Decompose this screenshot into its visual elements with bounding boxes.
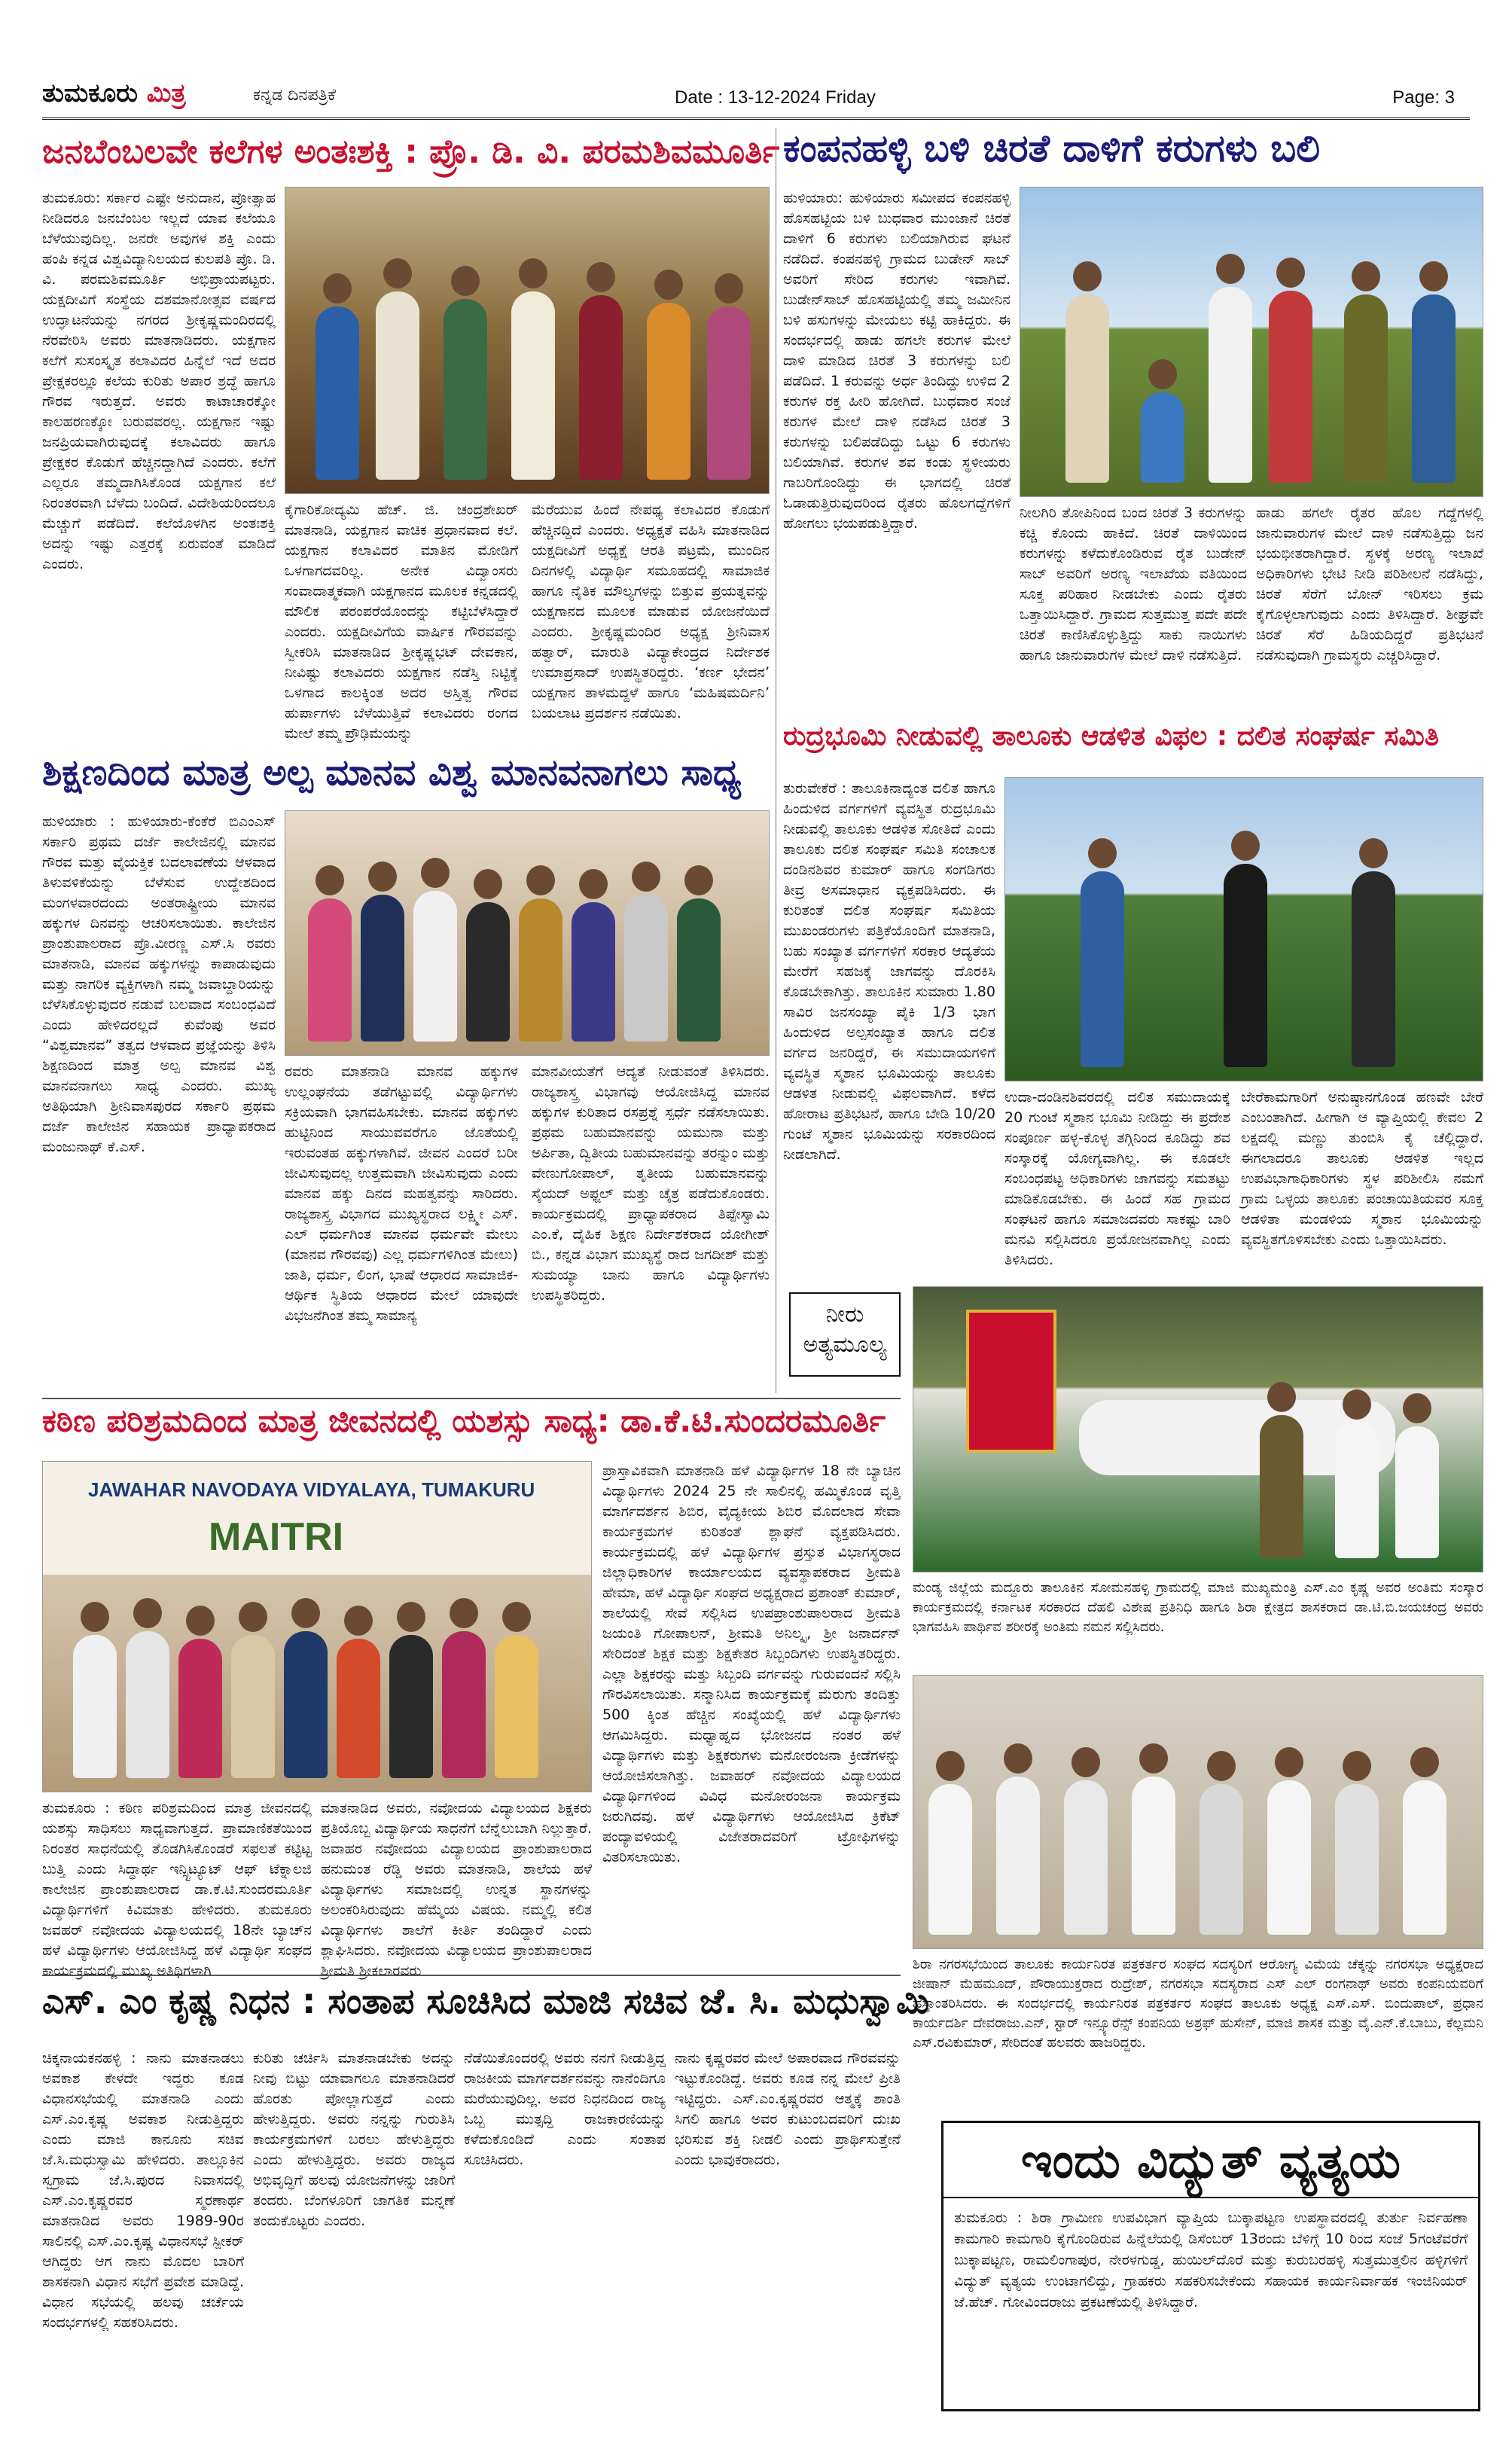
story4-col3: ಬೇರೆಕಾಮಗಾರಿಗೆ ಅನುಷ್ಠಾನಗೊಂಡ ಹಣವೇ ಬೇರೆ ಎಂಬಂತಾಗಿದೆ. ಹೀಗಾಗಿ ಆ ವ್ಯಾಪ್ತಿಯಲ್ಲಿ ಕೇವಲ 2 ಲಕ್ಷದಲ್ಲಿ ಮಣ್ಣು ತುಂಬಿಸಿ ಕೈ ಚೆಲ್ಲಿದ್ದಾರೆ. ಈಗಲಾದರೂ ತಾಲೂಕು ಆಡಳಿತ ಇಲ್ಲದ ಉಪವಿಭಾಗಾಧಿಕಾರಿಗಳು ಸ್ಥಳ ಪರಿಶೀಲಿಸಿ ನಮಗೆ ಗ್ರಾಮ ಒಳ್ಳಯ ತಾಲೂಕು ಪಂಚಾಯಿತಿಯವರ ಸೂಕ್ತ ಆಡಳಿತಾ ಮಂಡಳಿಯ ಸ್ಮಶಾನ ಭೂಮಿಯನ್ನು ವ್ಯವಸ್ಥಿತಗೊಳಿಸಬೇಕು ಎಂದು ಒತ್ತಾಯಿಸಿದರು.: [1241, 1089, 1483, 1248]
story1-col3: ಮೆರೆಯುವ ಹಿಂದೆ ನೇಪಥ್ಯ ಕಲಾವಿದರ ಕೊಡುಗೆ ಹೆಚ್ಚಿನದ್ದಿದೆ ಎಂದರು. ಅಧ್ಯಕ್ಷತೆ ವಹಿಸಿ ಮಾತನಾಡಿದ ಯಕ್ಷದೀವಿಗೆ ಅಧ್ಯಕ್ಷೆ ಆರತಿ ಪಟ್ರಮೆ, ಮುಂದಿನ ದಿನಗಳಲ್ಲಿ ವಿದ್ಯಾರ್ಥಿ ಸಮೂಹದಲ್ಲಿ ಸಾಮಾಜಿಕ ಹಾಗೂ ನೈತಿಕ ಮೌಲ್ಯಗಳನ್ನು ಬಿತ್ತುವ ಪ್ರಯತ್ನವನ್ನು ಯಕ್ಷಗಾನದ ಮೂಲಕ ಮಾಡುವ ಯೋಜನೆಯಿದೆ ಎಂದರು. ಶ್ರೀಕೃಷ್ಣಮಂದಿರ ಅಧ್ಯಕ್ಷ ಶ್ರೀನಿವಾಸ ಹತ್ವಾರ್, ಮಾರುತಿ ವಿದ್ಯಾಕೇಂದ್ರದ ನಿರ್ದೇಶಕ ಉಮಾಪ್ರಸಾದ್ ಉಪಸ್ಥಿತರಿದ್ದರು. ‘ಕರ್ಣ ಭೇದನ’ ಯಕ್ಷಗಾನ ತಾಳಮದ್ದಳೆ ಹಾಗೂ ‘ಮಹಿಷಮರ್ದಿನಿ’ ಬಯಲಾಟ ಪ್ರದರ್ಶನ ನಡೆಯಿತು.: [532, 502, 770, 721]
story5-col1: ತುಮಕೂರು : ಕಠಿಣ ಪರಿಶ್ರಮದಿಂದ ಮಾತ್ರ ಜೀವನದಲ್ಲಿ ಯಶಸ್ಸು ಸಾಧಿಸಲು ಸಾಧ್ಯವಾಗುತ್ತದೆ. ಪ್ರಾಮಾಣಿಕತೆಯಿಂದ ನಿರಂತರ ಸಾಧನೆಯಲ್ಲಿ ತೊಡಗಿಸಿಕೊಂಡರೆ ಸಫಲತೆ ಕಟ್ಟಿಟ್ಟ ಬುತ್ತಿ ಎಂದು ಸಿದ್ಧಾರ್ಥ ಇನ್ಸ್ಟಿಟ್ಯೂಟ್ ಆಫ್ ಟೆಕ್ನಾಲಜಿ ಕಾಲೇಜಿನ ಪ್ರಾಂಶುಪಾಲರಾದ ಡಾ.ಕೆ.ಟಿ.ಸುಂದರಮೂರ್ತಿ ವಿದ್ಯಾರ್ಥಿಗಳಿಗೆ ಕಿವಿಮಾತು ಹೇಳಿದರು. ತುಮಕೂರು ಜವಹರ್ ನವೋದಯ ವಿದ್ಯಾಲಯದಲ್ಲಿ 18ನೇ ಬ್ಯಾಚ್‌ನ ಹಳೆ ವಿದ್ಯಾರ್ಥಿಗಳು ಆಯೋಜಿಸಿದ್ದ ಹಳೆ ವಿದ್ಯಾರ್ಥಿ ಸಂಘದ ಕಾರ್ಯಕ್ರಮದಲ್ಲಿ ಮುಖ್ಯ ಅತಿಥಿಗಳಾಗಿ: [42, 1800, 312, 1979]
story3-photo: [285, 810, 770, 1056]
story2-col1: ಹುಳಿಯಾರು: ಹುಳಿಯಾರು ಸಮೀಪದ ಕಂಪನಹಳ್ಳಿ ಹೊಸಹಟ್ಟಿಯ ಬಳಿ ಬುಧವಾರ ಮುಂಜಾನೆ ಚಿರತೆ ದಾಳಿಗೆ 6 ಕರುಗಳು ಬಲಿಯಾಗಿರುವ ಘಟನೆ ನಡೆದಿದೆ. ಕಂಪನಹಳ್ಳಿ ಗ್ರಾಮದ ಬುಡೇನ್ ಸಾಬ್ ಅವರಿಗೆ ಸೇರಿದ ಕರುಗಳು ಇವಾಗಿವೆ. ಬುಡೇನ್‌ಸಾಬ್ ಹೊಸಹಟ್ಟಿಯಲ್ಲಿ ತಮ್ಮ ಜಮೀನಿನ ಬಳಿ ಹಸುಗಳನ್ನು ಮೇಯಲು ಕಟ್ಟಿ ಹಾಕಿದ್ದರು. ಈ ಸಂದರ್ಭದಲ್ಲಿ ಹಾಡು ಹಗಲೇ ಕರುಗಳ ಮೇಲೆ ದಾಳಿ ಮಾಡಿದ ಚಿರತೆ 3 ಕರುಗಳನ್ನು ಬಲಿ ಪಡೆದಿದೆ. 1 ಕರುವನ್ನು ಅರ್ಧ ತಿಂದಿದ್ದು ಉಳಿದ 2 ಕರುಗಳ ರಕ್ತ ಹೀರಿ ಹೋಗಿದೆ. ಬುಧವಾರ ಸಂಜೆ ಕರುಗಳ ಮೇಲೆ ದಾಳಿ ನಡೆಸಿದ ಚಿರತೆ 3 ಕರುಗಳನ್ನು ಬಲಿಪಡೆದಿದ್ದು ಒಟ್ಟು 6 ಕರುಗಳು ಬಲಿಯಾಗಿವೆ. ಕರುಗಳ ಶವ ಕಂಡು ಸ್ಥಳೀಯರು ಗಾಬರಿಗೊಂಡಿದ್ದು ಈ ಭಾಗದಲ್ಲಿ ಚಿರತೆ ಓಡಾಡುತ್ತಿರುವುದರಿಂದ ರೈತರು ಹೊಲಗದ್ದೆಗಳಿಗೆ ಹೋಗಲು ಭಯಪಡುತ್ತಿದ್ದಾರೆ.: [783, 190, 1011, 532]
power-cut-title: ಇಂದು ವಿದ್ಯುತ್ ವ್ಯತ್ಯಯ: [943, 2123, 1478, 2198]
newspaper-subtitle: ಕನ್ನಡ ದಿನಪತ್ರಿಕೆ: [253, 86, 337, 105]
masthead: [27, 14, 1485, 127]
story4-col2: ಉದಾ-ದಂಡಿನಶಿವರದಲ್ಲಿ ದಲಿತ ಸಮುದಾಯಕ್ಕೆ 20 ಗುಂಟೆ ಸ್ಮಶಾನ ಭೂಮಿ ನೀಡಿದ್ದು ಈ ಪ್ರದೇಶ ಸಂಪೂರ್ಣ ಹಳ್ಳ-ಕೊಳ್ಳ ತಗ್ಗಿನಿಂದ ಕೂಡಿದ್ದು ಶವ ಸಂಸ್ಕಾರಕ್ಕೆ ಯೋಗ್ಯವಾಗಿಲ್ಲ. ಈ ಕೂಡಲೇ ಸಂಬಂಧಪಟ್ಟ ಅಧಿಕಾರಿಗಳು ಜಾಗವನ್ನು ಸಮತಟ್ಟು ಮಾಡಿಕೊಡಬೇಕು. ಈ ಹಿಂದೆ ಸಹ ಗ್ರಾಮದ ಸಂಘಟನೆ ಹಾಗೂ ಸಮಾಜದವರು ಸಾಕಷ್ಟು ಬಾರಿ ಮನವಿ ಸಲ್ಲಿಸಿದರೂ ಪ್ರಯೋಜನವಾಗಿಲ್ಲ ಎಂದು ತಿಳಿಸಿದರು.: [1004, 1089, 1230, 1268]
masthead-rule: [42, 117, 1470, 120]
story2-col2: ನೀಲಗಿರಿ ತೋಪಿನಿಂದ ಬಂದ ಚಿರತೆ 3 ಕರುಗಳನ್ನು ಕಚ್ಚಿ ಕೊಂದು ಹಾಕಿದೆ. ಚಿರತೆ ದಾಳಿಯಿಂದ ಕರುಗಳನ್ನು ಕಳೆದುಕೊಂಡಿರುವ ರೈತ ಬುಡೇನ್ ಸಾಬ್ ಅವರಿಗೆ ಅರಣ್ಯ ಇಲಾಖೆಯ ವತಿಯಿಂದ ಸೂಕ್ತ ಪರಿಹಾರ ನೀಡಬೇಕು ಎಂದು ರೈತರು ಒತ್ತಾಯಿಸಿದ್ದಾರೆ. ಗ್ರಾಮದ ಸುತ್ತಮುತ್ತ ಪದೇ ಪದೇ ಚಿರತೆ ಕಾಣಿಸಿಕೊಳ್ಳುತ್ತಿದ್ದು ಸಾಕು ನಾಯಿಗಳು ಹಾಗೂ ಜಾನುವಾರುಗಳ ಮೇಲೆ ದಾಳಿ ನಡೆಸುತ್ತಿದೆ.: [1020, 505, 1247, 663]
insurance-caption: ಶಿರಾ ನಗರಸಭೆಯಿಂದ ತಾಲೂಕು ಕಾರ್ಯನಿರತ ಪತ್ರಕರ್ತರ ಸಂಘದ ಸದಸ್ಯರಿಗೆ ಆರೋಗ್ಯ ವಿಮೆಯ ಚೆಕ್ಕನ್ನು ನಗರಸಭಾ ಅಧ್ಯಕ್ಷರಾದ ಜೀಷಾನ್ ಮೆಹಮೂದ್, ಪೌರಾಯುಕ್ತರಾದ ರುದ್ರೇಶ್, ನಗರಸಭಾ ಸದಸ್ಯರಾದ ಎಸ್ ಎಲ್ ರಂಗನಾಥ್ ಅವರು ಕಂಪನಿಯವರಿಗೆ ಹಸ್ತಾಂತರಿಸಿದರು. ಈ ಸಂದರ್ಭದಲ್ಲಿ ಕಾರ್ಯನಿರತ ಪತ್ರಕರ್ತರ ಸಂಘದ ತಾಲೂಕು ಅಧ್ಯಕ್ಷ ಎಸ್.ಎಸ್. ಬಿಂದುಪಾಲ್, ಪ್ರಧಾನ ಕಾರ್ಯದರ್ಶಿ ದೇವರಾಜು.ಎನ್, ಸ್ಟಾರ್ ಇನ್ಸ್ಯೂರೆನ್ಸ್ ಕಂಪನಿಯ ಅಶ್ರಫ್ ಹುಸೇನ್, ಮಾಜಿ ಶಾಸಕ ಮತ್ತು ವೈ.ಎನ್.ಕೆ.ಬಾಬು, ಕೆಲ್ಲಮನಿ ಎಸ್.ರವಿಕುಮಾರ್, ಸೇರಿದಂತೆ ಹಲವರು ಹಾಜರಿದ್ದರು.: [913, 1957, 1483, 2051]
insurance-cheque-photo: [913, 1675, 1483, 1949]
story6-col3: ನೆಡೆಯಿತೊಂದರಲ್ಲಿ ಅವರು ನನಗೆ ನೀಡುತ್ತಿದ್ದ ರಾಜಕೀಯ ಮಾರ್ಗದರ್ಶನವನ್ನು ನಾನೆಂದಿಗೂ ಮರೆಯುವುದಿಲ್ಲ. ಅವರ ನಿಧನದಿಂದ ರಾಜ್ಯ ಒಬ್ಬ ಮುತ್ಸದ್ದಿ ರಾಜಕಾರಣಿಯನ್ನು ಕಳೆದುಕೊಂಡಿದೆ ಎಂದು ಸಂತಾಪ ಸೂಚಿಸಿದರು.: [464, 2050, 666, 2168]
story1-col2: ಕೈಗಾರಿಕೋದ್ಯಮಿ ಹೆಚ್. ಜಿ. ಚಂದ್ರಶೇಖರ್ ಮಾತನಾಡಿ, ಯಕ್ಷಗಾನ ವಾಚಿಕ ಪ್ರಧಾನವಾದ ಕಲೆ. ಯಕ್ಷಗಾನ ಕಲಾವಿದರ ಮಾತಿನ ಮೋಡಿಗೆ ಒಳಗಾಗದವರಿಲ್ಲ. ಅನೇಕ ವಿದ್ವಾಂಸರು ಸಂವಾದಾತ್ಮಕವಾಗಿ ಯಕ್ಷಗಾನದ ಮೂಲಕ ಕನ್ನಡದಲ್ಲಿ ಮೌಲಿಕ ಪರಂಪರೆಯೊಂದನ್ನು ಕಟ್ಟಿಬೆಳೆಸಿದ್ದಾರೆ ಎಂದರು. ಯಕ್ಷದೀವಿಗೆಯ ವಾರ್ಷಿಕ ಗೌರವವನ್ನು ಸ್ವೀಕರಿಸಿ ಮಾತನಾಡಿದ ಶ್ರೀಕೃಷ್ಣಭಟ್ ದೇವಕಾನ, ನೀವಿಷ್ಟು ಕಲಾವಿದರು ಯಕ್ಷಗಾನ ನಡೆಸ್ತಿ ನಿಟ್ಟಿಕ್ಕೆ ಒಳಗಾದ ಕಾಲಕ್ಕಿಂತ ಅದರ ಅಸ್ತಿತ್ವ ಗೌರವ ಹುರ್ಪಾಗಳು ಬೆಳೆಯುತ್ತಿವೆ ಕಲಾವಿದರು ರಂಗದ ಮೇಲೆ ತಮ್ಮ ಪ್ರೌಢಿಮೆಯನ್ನು: [285, 502, 518, 742]
issue-date: Date : 13-12-2024 Friday: [675, 87, 876, 108]
story5-headline: ಕಠಿಣ ಪರಿಶ್ರಮದಿಂದ ಮಾತ್ರ ಜೀವನದಲ್ಲಿ ಯಶಸ್ಸು ಸಾಧ್ಯ: ಡಾ.ಕೆ.ಟಿ.ಸುಂದರಮೂರ್ತಿ: [42, 1402, 886, 1439]
story1-headline: ಜನಬೆಂಬಲವೇ ಕಲೆಗಳ ಅಂತಃಶಕ್ತಿ : ಪ್ರೊ. ಡಿ. ವಿ. ಪರಮಶಿವಮೂರ್ತಿ: [42, 133, 780, 171]
page-number: Page: 3: [1392, 87, 1455, 108]
story3-col1: ಹುಳಿಯಾರು : ಹುಳಿಯಾರು-ಕೆಂಕೆರೆ ಬಿಎಂಎಸ್ ಸರ್ಕಾರಿ ಪ್ರಥಮ ದರ್ಜೆ ಕಾಲೇಜಿನಲ್ಲಿ ಮಾನವ ಗೌರವ ಮತ್ತು ವೈಯಕ್ತಿಕ ಬದಲಾವಣೆಯ ಆಳವಾದ ತಿಳುವಳಿಕೆಯನ್ನು ಬೆಳೆಸುವ ಉದ್ದೇಶದಿಂದ ಮಂಗಳವಾರದಂದು ಅಂತರಾಷ್ಟ್ರೀಯ ಮಾನವ ಹಕ್ಕುಗಳ ದಿನವನ್ನು ಆಚರಿಸಲಾಯಿತು. ಕಾಲೇಜಿನ ಪ್ರಾಂಶುಪಾಲರಾದ ಪ್ರೊ.ವೀರಣ್ಣ ಎಸ್.ಸಿ ರವರು ಮಾತನಾಡಿ, ಮಾನವ ಹಕ್ಕುಗಳನ್ನು ಕಾಪಾಡುವುದು ಮತ್ತು ನಾಗರಿಕ ವ್ಯಕ್ತಿಗಳಾಗಿ ನಮ್ಮ ಜವಾಬ್ದಾರಿಯನ್ನು ಬೆಳೆಸಿಕೊಳ್ಳುವುದರ ನಡುವೆ ಬಲವಾದ ಸಂಬಂಧವಿದೆ ಎಂದು ಹೇಳಿದರಲ್ಲದೆ ಕುವೆಂಪು ಅವರ “ವಿಶ್ವಮಾನವ” ತತ್ವದ ಆಳವಾದ ಪ್ರಜ್ಞೆಯನ್ನು ತಿಳಿಸಿ ಶಿಕ್ಷಣದಿಂದ ಮಾತ್ರ ಅಲ್ಪ ಮಾನವ ವಿಶ್ವ ಮಾನವನಾಗಲು ಸಾಧ್ಯ ಎಂದರು. ಮುಖ್ಯ ಅತಿಥಿಯಾಗಿ ಶ್ರೀನಿವಾಸಪುರದ ಸರ್ಕಾರಿ ಪ್ರಥಮ ದರ್ಜೆ ಕಾಲೇಜಿನ ಸಹಾಯಕ ಪ್ರಾಧ್ಯಾಪಕರಾದ ಮಂಜುನಾಥ್ ಕೆ.ಎಸ್.: [42, 813, 276, 1155]
sidebar-line2: ಅತ್ಯಮೂಲ್ಯ: [803, 1331, 887, 1358]
story5-photo: [42, 1461, 592, 1792]
section-divider: [42, 1398, 901, 1399]
photo-banner-maitri: MAITRI: [209, 1515, 344, 1559]
story6-col2: ಕುರಿತು ಚರ್ಚಿಸಿ ಮಾತನಾಡಬೇಕು ಅದನ್ನು ನೀವು ಬಿಟ್ಟು ಯಾವಾಗಲೂ ಮಾತನಾಡಿದರೆ ಹೊರತು ಪೋಲ್ಲಾಗುತ್ತದೆ ಎಂದು ಹೇಳುತ್ತಿದ್ದರು. ಅವರು ನನ್ನನ್ನು ಗುರುತಿಸಿ ಕಾರ್ಯಕ್ರಮಗಳಿಗೆ ಬರಲು ಹೇಳುತ್ತಿದ್ದರು ಎಂದು ಹೇಳುತ್ತಿದ್ದರು. ಅವರು ರಾಜ್ಯದ ಅಭಿವೃದ್ಧಿಗೆ ಹಲವು ಯೋಜನೆಗಳನ್ನು ಜಾರಿಗೆ ತಂದರು. ಬೆಂಗಳೂರಿಗೆ ಜಾಗತಿಕ ಮನ್ನಣೆ ತಂದುಕೊಟ್ಟರು ಎಂದರು.: [253, 2050, 455, 2229]
story1-photo: [285, 187, 770, 494]
water-sidebar-box: [789, 1292, 901, 1377]
story5-col3: ಪ್ರಾಸ್ತಾವಿಕವಾಗಿ ಮಾತನಾಡಿ ಹಳೆ ವಿದ್ಯಾರ್ಥಿಗಳ 18 ನೇ ಬ್ಯಾಚಿನ ವಿದ್ಯಾರ್ಥಿಗಳು 2024 25 ನೇ ಸಾಲಿನಲ್ಲಿ ಹಮ್ಮಿಕೊಂಡ ವೃತ್ತಿ ಮಾರ್ಗದರ್ಶನ ಶಿಬಿರ, ವೈದ್ಯಕೀಯ ಶಿಬಿರ ಮೊದಲಾದ ಸೇವಾ ಕಾರ್ಯಕ್ರಮಗಳ ಕುರಿತಂತೆ ಶ್ಲಾಘನೆ ವ್ಯಕ್ತಪಡಿಸಿದರು. ಕಾರ್ಯಕ್ರಮದಲ್ಲಿ ಹಳೆ ವಿದ್ಯಾರ್ಥಿಗಳ ಪ್ರಸ್ತುತ ವಿಭಾಗಸ್ಥರಾದ ಜಿಲ್ಲಾಧಿಕಾರಿಗಳ ಕಾರ್ಯಾಲಯದ ವ್ಯವಸ್ಥಾಪಕರಾದ ಶ್ರೀಮತಿ ಹೇಮಾ, ಹಳೆ ವಿದ್ಯಾರ್ಥಿ ಸಂಘದ ಅಧ್ಯಕ್ಷರಾದ ಪ್ರಶಾಂತ್ ಕುಮಾರ್, ಶಾಲೆಯಲ್ಲಿ ಸೇವೆ ಸಲ್ಲಿಸಿದ ಉಪಪ್ರಾಂಶುಪಾಲರಾದ ಶ್ರೀಮತಿ ಜಯಂತಿ ಗೋಪಾಲನ್, ಶ್ರೀಮತಿ ಅನಿಲ್ಕೃ, ಶ್ರೀ ಜನಾರ್ದನ್ ಸೇರಿದಂತೆ ಶಿಕ್ಷಕ ಮತ್ತು ಶಿಕ್ಷಕೇತರ ಸಿಬ್ಬಂದಿಗಳು ಉಪಸ್ಥಿತರಿದ್ದರು. ಎಲ್ಲಾ ಶಿಕ್ಷಕರನ್ನು ಮತ್ತು ಸಿಬ್ಬಂದಿ ವರ್ಗವನ್ನು ಗುರುವಂದನೆ ಸಲ್ಲಿಸಿ ಗೌರವಿಸಲಾಯಿತು. ಸನ್ಮಾನಿಸಿದ ಕಾರ್ಯಕ್ರಮಕ್ಕೆ ಮೆರುಗು ತಂದಿತ್ತು 500 ಕ್ಕಿಂತ ಹೆಚ್ಚಿನ ಸಂಖ್ಯೆಯಲ್ಲಿ ಹಳೆ ವಿದ್ಯಾರ್ಥಿಗಳು ಆಗಮಿಸಿದ್ದರು. ಮಧ್ಯಾಹ್ನದ ಭೋಜನದ ನಂತರ ಹಳೆ ವಿದ್ಯಾರ್ಥಿಗಳು ಮತ್ತು ಶಿಕ್ಷಕರುಗಳು ಮನೋರಂಜನಾ ಕ್ರೀಡೆಗಳನ್ನು ಆಯೋಜಿಸಲಾಗಿತ್ತು. ಜವಾಹರ್ ನವೋದಯ ವಿದ್ಯಾಲಯದ ವಿದ್ಯಾರ್ಥಿಗಳಿಂದ ವಿವಿಧ ಮನೋರಂಜನಾ ಕಾರ್ಯಕ್ರಮ ಜರುಗಿದವು. ಹಳೆ ವಿದ್ಯಾರ್ಥಿಗಳು ಆಯೋಜಿಸಿದ ಕ್ರಿಕೆಟ್ ಪಂದ್ಯಾವಳಿಯಲ್ಲಿ ವಿಜೇತರಾದವರಿಗೆ ಟ್ರೋಫಿಗಳನ್ನು ವಿತರಿಸಲಾಯಿತು.: [602, 1463, 901, 1865]
story4-photo: [1004, 777, 1483, 1081]
story3-headline: ಶಿಕ್ಷಣದಿಂದ ಮಾತ್ರ ಅಲ್ಪ ಮಾನವ ವಿಶ್ವ ಮಾನವನಾಗಲು ಸಾಧ್ಯ: [42, 752, 742, 794]
story2-photo: [1020, 187, 1483, 497]
newspaper-name: ತುಮಕೂರು ಮಿತ್ರ: [42, 78, 186, 108]
story4-headline: ರುದ್ರಭೂಮಿ ನೀಡುವಲ್ಲಿ ತಾಲೂಕು ಆಡಳಿತ ವಿಫಲ : ದಲಿತ ಸಂಘರ್ಷ ಸಮಿತಿ: [783, 721, 1439, 752]
funeral-photo: [913, 1286, 1483, 1572]
power-cut-notice: [941, 2121, 1480, 2411]
story5-col2: ಮಾತನಾಡಿದ ಅವರು, ನವೋದಯ ವಿದ್ಯಾಲಯದ ಶಿಕ್ಷಕರು ಪ್ರತಿಯೊಬ್ಬ ವಿದ್ಯಾರ್ಥಿಯ ಸಾಧನೆಗೆ ಬೆನ್ನೆಲುಬಾಗಿ ನಿಲ್ಲುತ್ತಾರೆ. ಜವಾಹರ ನವೋದಯ ವಿದ್ಯಾಲಯದ ಪ್ರಾಂಶುಪಾಲರಾದ ಹನುಮಂತ ರೆಡ್ಡಿ ಅವರು ಮಾತನಾಡಿ, ಶಾಲೆಯ ಹಳೆ ವಿದ್ಯಾರ್ಥಿಗಳು ಸಮಾಜದಲ್ಲಿ ಉನ್ನತ ಸ್ಥಾನಗಳನ್ನು ಅಲಂಕರಿಸಿರುವುದು ಹೆಮ್ಮೆಯ ವಿಷಯ. ನಮ್ಮಲ್ಲಿ ಕಲಿತ ವಿದ್ಯಾರ್ಥಿಗಳು ಶಾಲೆಗೆ ಕೀರ್ತಿ ತಂದಿದ್ದಾರೆ ಎಂದು ಶ್ಲಾಘಿಸಿದರು. ನವೋದಯ ವಿದ್ಯಾಲಯದ ಪ್ರಾಂಶುಪಾಲರಾದ ಶ್ರೀಮತಿ ಶ್ರೀಕಲಾರವರು: [321, 1800, 592, 1979]
story2-col3: ಹಾಡು ಹಗಲೇ ರೈತರ ಹೊಲ ಗದ್ದೆಗಳಲ್ಲಿ ಜಾನುವಾರುಗಳ ಮೇಲೆ ದಾಳಿ ನಡೆಸುತ್ತಿದ್ದು ಜನ ಭಯಭೀತರಾಗಿದ್ದಾರೆ. ಸ್ಥಳಕ್ಕೆ ಅರಣ್ಯ ಇಲಾಖೆ ಅಧಿಕಾರಿಗಳು ಭೇಟಿ ನೀಡಿ ಪರಿಶೀಲನೆ ನಡೆಸಿದ್ದು, ಚಿರತೆ ಸೆರೆಗೆ ಬೋನ್ ಇರಿಸಲು ಕ್ರಮ ಕೈಗೊಳ್ಳಲಾಗುವುದು ಎಂದು ತಿಳಿಸಿದ್ದಾರೆ. ಶೀಘ್ರವೇ ಚಿರತೆ ಸೆರೆ ಹಿಡಿಯದಿದ್ದರೆ ಪ್ರತಿಭಟನೆ ನಡೆಸುವುದಾಗಿ ಗ್ರಾಮಸ್ಥರು ಎಚ್ಚರಿಸಿದ್ದಾರೆ.: [1256, 505, 1483, 663]
story3-col3: ಮಾನವೀಯತೆಗೆ ಆದ್ಯತೆ ನೀಡುವಂತೆ ತಿಳಿಸಿದರು. ರಾಜ್ಯಶಾಸ್ತ್ರ ವಿಭಾಗವು ಆಯೋಜಿಸಿದ್ದ ಮಾನವ ಹಕ್ಕುಗಳ ಕುರಿತಾದ ರಸಪ್ರಶ್ನೆ ಸ್ಪರ್ಧೆ ನಡೆಸಲಾಯಿತು. ಪ್ರಥಮ ಬಹುಮಾನವನ್ನು ಯಮುನಾ ಮತ್ತು ಅರ್ಪಿತಾ, ದ್ವಿತೀಯ ಬಹುಮಾನವನ್ನು ತರನ್ನುಂ ಮತ್ತು ವೇಣುಗೋಪಾಲ್, ತೃತೀಯ ಬಹುಮಾನವನ್ನು ಸೈಯದ್ ಅಫ್ಜಲ್ ಮತ್ತು ಚೈತ್ರ ಪಡೆದುಕೊಂಡರು. ಕಾರ್ಯಕ್ರಮದಲ್ಲಿ ಪ್ರಾಧ್ಯಾಪಕರಾದ ತಿಪ್ಪೇಸ್ವಾಮಿ ಎಂ.ಕೆ, ದೈಹಿಕ ಶಿಕ್ಷಣ ನಿರ್ದೇಶಕರಾದ ಯೋಗೀಶ್ ಬಿ., ಕನ್ನಡ ವಿಭಾಗ ಮುಖ್ಯಸ್ಥೆ ರಾದ ಜಗದೀಶ್ ಮತ್ತು ಸುಮಯ್ಯಾ ಬಾನು ಹಾಗೂ ವಿದ್ಯಾರ್ಥಿಗಳು ಉಪಸ್ಥಿತರಿದ್ದರು.: [532, 1063, 770, 1304]
story4-col1: ತುರುವೇಕೆರೆ : ತಾಲೂಕಿನಾದ್ಯಂತ ದಲಿತ ಹಾಗೂ ಹಿಂದುಳಿದ ವರ್ಗಗಳಿಗೆ ವ್ಯವಸ್ಥಿತ ರುದ್ರಭೂಮಿ ನೀಡುವಲ್ಲಿ ತಾಲೂಕು ಆಡಳಿತ ಸೋತಿದೆ ಎಂದು ತಾಲೂಕು ದಲಿತ ಸಂಘರ್ಷ ಸಮಿತಿ ಸಂಚಾಲಕ ದಂಡಿನಶಿವರ ಕುಮಾರ್ ಹಾಗೂ ಸಂಗಡಿಗರು ತೀವ್ರ ಅಸಮಾಧಾನ ವ್ಯಕ್ತಪಡಿಸಿದರು. ಈ ಕುರಿತಂತೆ ದಲಿತ ಸಂಘರ್ಷ ಸಮಿತಿಯ ಮುಖಂಡರುಗಳು ಪತ್ರಿಕೆಯೊಂದಿಗೆ ಮಾತನಾಡಿ, ಬಹು ಸಂಖ್ಯಾತ ವರ್ಗಗಳಿಗೆ ಸರಕಾರ ಆದ್ಯತೆಯ ಮೇರೆಗೆ ಸಹಜಕ್ಕೆ ಜಾಗವನ್ನು ದೊರಕಿಸಿ ಕೊಡಬೇಕಾಗಿತ್ತು. ತಾಲೂಕಿನ ಸುಮಾರು 1.80 ಸಾವಿರ ಜನಸಂಖ್ಯಾ ಪೈಕಿ 1/3 ಭಾಗ ಹಿಂದುಳಿದ ಅಲ್ಪಸಂಖ್ಯಾತ ಹಾಗೂ ದಲಿತ ವರ್ಗದ ಜನರಿದ್ದರೆ, ಈ ಸಮುದಾಯಗಳಿಗೆ ವ್ಯವಸ್ಥಿತ ಸ್ಮಶಾನ ಭೂಮಿಯನ್ನು ತಾಲೂಕು ಆಡಳಿತ ನೀಡುವಲ್ಲಿ ವಿಫಲವಾಗಿದೆ. ಕಳೆದ ಹೋರಾಟ ಪ್ರತಿಭಟನೆ, ಹಾಗೂ ಬೇಡಿ 10/20 ಗುಂಟೆ ಸ್ಮಶಾನ ಭೂಮಿಯನ್ನು ಸರಕಾರದಿಂದ ನೀಡಲಾಗಿದೆ.: [783, 780, 995, 1163]
power-cut-body: ತುಮಕೂರು : ಶಿರಾ ಗ್ರಾಮೀಣ ಉಪವಿಭಾಗ ವ್ಯಾಪ್ತಿಯ ಬುಕ್ಕಾಪಟ್ಟಣ ಉಪಸ್ಥಾವರದಲ್ಲಿ ತುರ್ತು ನಿರ್ವಹಣಾ ಕಾಮಗಾರಿ ಕಾಮಗಾರಿ ಕೈಗೊಂಡಿರುವ ಹಿನ್ನೆಲೆಯಲ್ಲಿ ಡಿಸೆಂಬರ್ 13ರಂದು ಬೆಳಿಗ್ಗೆ 10 ರಿಂದ ಸಂಜೆ 5ಗಂಟೆವರೆಗೆ ಬುಕ್ಕಾಪಟ್ಟಣ, ರಾಮಲಿಂಗಾಪುರ, ನೇರಳಗುಡ್ಡ, ಹುಯಿಲ್‌ದೊರೆ ಮತ್ತು ಕುರುಬರಹಳ್ಳಿ ಸುತ್ತಮುತ್ತಲಿನ ಹಳ್ಳಿಗಳಿಗೆ ವಿದ್ಯುತ್ ವ್ಯತ್ಯಯ ಉಂಟಾಗಲಿದ್ದು, ಗ್ರಾಹಕರು ಸಹಕರಿಸಬೇಕೆಂದು ಸಹಾಯಕ ಕಾರ್ಯನಿರ್ವಾಹಕ ಇಂಜಿನಿಯರ್ ಜೆ.ಹೆಚ್. ಗೋವಿಂದರಾಜು ಪ್ರಕಟಣೆಯಲ್ಲಿ ತಿಳಿಸಿದ್ದಾರೆ.: [954, 2210, 1468, 2310]
story2-headline: ಕಂಪನಹಳ್ಳಿ ಬಳಿ ಚಿರತೆ ದಾಳಿಗೆ ಕರುಗಳು ಬಲಿ: [783, 127, 1321, 170]
story1-col1: ತುಮಕೂರು: ಸರ್ಕಾರ ಎಷ್ಟೇ ಅನುದಾನ, ಪ್ರೋತ್ಸಾಹ ನೀಡಿದರೂ ಜನಬೆಂಬಲ ಇಲ್ಲದೆ ಯಾವ ಕಲೆಯೂ ಬೆಳೆಯುವುದಿಲ್ಲ. ಜನರೇ ಅವುಗಳ ಶಕ್ತಿ ಎಂದು ಹಂಪಿ ಕನ್ನಡ ವಿಶ್ವವಿದ್ಯಾನಿಲಯದ ಕುಲಪತಿ ಪ್ರೊ. ಡಿ. ವಿ. ಪರಮಶಿವಮೂರ್ತಿ ಅಭಿಪ್ರಾಯಪಟ್ಟರು. ಯಕ್ಷದೀವಿಗೆ ಸಂಸ್ಥೆಯ ದಶಮಾನೋತ್ಸವ ವರ್ಷದ ಉದ್ಘಾಟನೆಯನ್ನು ನಗರದ ಶ್ರೀಕೃಷ್ಣಮಂದಿರದಲ್ಲಿ ನೆರವೇರಿಸಿ ಅವರು ಮಾತನಾಡಿದರು. ಯಕ್ಷಗಾನ ಕಲೆಗೆ ಸುಸಂಸ್ಕೃತ ಕಲಾವಿದರ ಹಿನ್ನೆಲೆ ಇದೆ ಅದರ ಪ್ರೇಕ್ಷಕರಲ್ಲೂ ಕಲೆಯ ಕುರಿತು ಅಪಾರ ಶ್ರದ್ಧೆ ಹಾಗೂ ಗೌರವ ಇರುತ್ತದೆ. ಅವರು ಕಾಟಾಚಾರಕ್ಕೋ ಕಾಲಹರಣಕ್ಕೋ ಬರುವವರಲ್ಲ. ಯಕ್ಷಗಾನ ಇಷ್ಟು ಜನಪ್ರಿಯವಾಗಿರುವುದಕ್ಕೆ ಕಲಾವಿದರು ಹಾಗೂ ಪ್ರೇಕ್ಷಕರ ಕೊಡುಗೆ ಹೆಚ್ಚಿನದ್ದಾಗಿದೆ ಎಂದರು. ಕಲೆಗೆ ಎಲ್ಲರೂ ತಮ್ಮದಾಗಿಸಿಕೊಂಡ ಯಕ್ಷಗಾನ ಕಲೆ ನಿರಂತರವಾಗಿ ಬೆಳೆದು ಬಂದಿದೆ. ವಿದೇಶಿಯರಿಂದಲೂ ಮೆಚ್ಚುಗೆ ಪಡೆದಿದೆ. ಕಲೆಯೊಳಗಿನ ಅಂತಃಶಕ್ತಿ ಅದನ್ನು ಇಷ್ಟು ಎತ್ತರಕ್ಕೆ ಏರುವಂತೆ ಮಾಡಿದೆ ಎಂದರು.: [42, 190, 276, 572]
story3-col2: ರವರು ಮಾತನಾಡಿ ಮಾನವ ಹಕ್ಕುಗಳ ಉಲ್ಲಂಘನೆಯ ತಡೆಗಟ್ಟುವಲ್ಲಿ ವಿದ್ಯಾರ್ಥಿಗಳು ಸಕ್ರಿಯವಾಗಿ ಭಾಗವಹಿಸಬೇಕು. ಮಾನವ ಹಕ್ಕುಗಳು ಹುಟ್ಟಿನಿಂದ ಸಾಯುವವರೆಗೂ ಜೊತೆಯಲ್ಲಿ ಇರುವಂತಹ ಹಕ್ಕುಗಳಾಗಿವೆ. ಜೀವನ ಎಂದರೆ ಬರೀ ಜೀವಿಸುವುದಲ್ಲ ಉತ್ತಮವಾಗಿ ಜೀವಿಸುವುದು ಎಂದು ಮಾನವ ಹಕ್ಕು ದಿನದ ಮಹತ್ವವನ್ನು ಸಾರಿದರು. ರಾಜ್ಯಶಾಸ್ತ್ರ ವಿಭಾಗದ ಮುಖ್ಯಸ್ಥರಾದ ಲಕ್ಷ್ಮೀ ಎಸ್. ಎಲ್ ಧರ್ಮಗಿಂತ ಮಾನವ ಧರ್ಮವೇ ಮೇಲು (ಮಾನವ ಗೌರವವು) ಎಲ್ಲ ಧರ್ಮಗಳಿಗಿಂತ ಮೇಲು) ಜಾತಿ, ಧರ್ಮ, ಲಿಂಗ, ಭಾಷೆ ಆಧಾರದ ಸಾಮಾಜಿಕ-ಆರ್ಥಿಕ ಸ್ಥಿತಿಯ ಆಧಾರದ ಮೇಲೆ ಯಾವುದೇ ವಿಭಜನೆಗಿಂತ ತಮ್ಮ ಸಾಮಾನ್ಯ: [285, 1063, 518, 1324]
section-divider: [42, 1975, 901, 1976]
story6-col1: ಚಿಕ್ಕನಾಯಕನಹಳ್ಳಿ : ನಾನು ಮಾತನಾಡಲು ಅವಕಾಶ ಕೇಳದೇ ಇದ್ದರು ಕೂಡ ವಿಧಾನಸಭೆಯಲ್ಲಿ ಮಾತನಾಡಿ ಎಂದು ಎಸ್.ಎಂ.ಕೃಷ್ಣ ಅವಕಾಶ ನೀಡುತ್ತಿದ್ದರು ಎಂದು ಮಾಜಿ ಕಾನೂನು ಸಚಿವ ಜೆ.ಸಿ.ಮಧುಸ್ವಾಮಿ ಹೇಳಿದರು. ತಾಲ್ಲೂಕಿನ ಸ್ವಗ್ರಾಮ ಜೆ.ಸಿ.ಪುರದ ನಿವಾಸದಲ್ಲಿ ಎಸ್.ಎಂ.ಕೃಷ್ಣರವರ ಸ್ಮರಣಾರ್ಥ ಮಾತನಾಡಿದ ಅವರು 1989-90ರ ಸಾಲಿನಲ್ಲಿ ಎಸ್.ಎಂ.ಕೃಷ್ಣ ವಿಧಾನಸಭೆ ಸ್ಪೀಕರ್ ಆಗಿದ್ದರು ಆಗ ನಾನು ಮೊದಲ ಬಾರಿಗೆ ಶಾಸಕನಾಗಿ ವಿಧಾನ ಸಭೆಗೆ ಪ್ರವೇಶ ಮಾಡಿದ್ದೆ. ವಿಧಾನ ಸಭೆಯಲ್ಲಿ ಹಲವು ಚರ್ಚೆಯ ಸಂದರ್ಭಗಳಲ್ಲಿ ಸಹಕರಿಸಿದರು.: [42, 2050, 244, 2331]
sidebar-line1: ನೀರು: [825, 1301, 864, 1328]
photo-banner-school: JAWAHAR NAVODAYA VIDYALAYA, TUMAKURU: [88, 1478, 535, 1501]
funeral-caption: ಮಂಡ್ಯ ಜಿಲ್ಲೆಯ ಮದ್ದೂರು ತಾಲೂಕಿನ ಸೋಮನಹಳ್ಳಿ ಗ್ರಾಮದಲ್ಲಿ ಮಾಜಿ ಮುಖ್ಯಮಂತ್ರಿ ಎಸ್.ಎಂ ಕೃಷ್ಣ ಅವರ ಅಂತಿಮ ಸಂಸ್ಕಾರ ಕಾರ್ಯಕ್ರಮದಲ್ಲಿ ಕರ್ನಾಟಕ ಸರಕಾರದ ದೆಹಲಿ ವಿಶೇಷ ಪ್ರತಿನಿಧಿ ಹಾಗೂ ಶಿರಾ ಕ್ಷೇತ್ರದ ಶಾಸಕರಾದ ಡಾ.ಟಿ.ಬಿ.ಜಯಚಂದ್ರ ಅವರು ಭಾಗವಹಿಸಿ ಪಾರ್ಥಿವ ಶರೀರಕ್ಕೆ ಅಂತಿಮ ನಮನ ಸಲ್ಲಿಸಿದರು.: [913, 1580, 1483, 1635]
story6-col4: ನಾನು ಕೃಷ್ಣರವರ ಮೇಲೆ ಅಪಾರವಾದ ಗೌರವವನ್ನು ಇಟ್ಟುಕೊಂಡಿದ್ದೆ. ಅವರು ಕೂಡ ನನ್ನ ಮೇಲೆ ಪ್ರೀತಿ ಇಟ್ಟಿದ್ದರು. ಎಸ್.ಎಂ.ಕೃಷ್ಣರವರ ಆತ್ಮಕ್ಕೆ ಶಾಂತಿ ಸಿಗಲಿ ಹಾಗೂ ಅವರ ಕುಟುಂಬದವರಿಗೆ ದುಃಖ ಭರಿಸುವ ಶಕ್ತಿ ನೀಡಲಿ ಎಂದು ಪ್ರಾರ್ಥಿಸುತ್ತೇನೆ ಎಂದು ಭಾವುಕರಾದರು.: [675, 2050, 901, 2168]
story6-headline: ಎಸ್. ಎಂ ಕೃಷ್ಣ ನಿಧನ : ಸಂತಾಪ ಸೂಚಿಸಿದ ಮಾಜಿ ಸಚಿವ ಜೆ. ಸಿ. ಮಧುಸ್ವಾಮಿ: [42, 1981, 930, 2021]
